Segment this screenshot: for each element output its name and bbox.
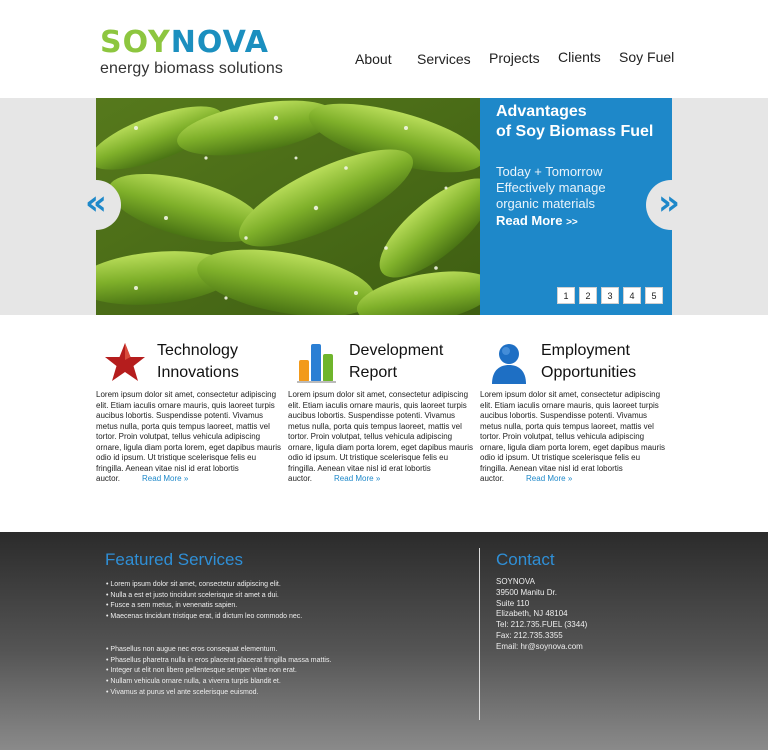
- person-icon: [486, 340, 532, 386]
- feature-title: [541, 340, 636, 384]
- bar-chart-icon: [294, 340, 340, 386]
- feature-body: [96, 390, 284, 485]
- service-item[interactable]: • Phasellus non augue nec eros consequat elementum.: [106, 645, 331, 656]
- service-item[interactable]: • Phasellus pharetra nulla in eros placerat placerat fringilla massa mattis.: [106, 656, 331, 667]
- slide-pager: [557, 287, 667, 304]
- feature-title-line1: Technology: [157, 342, 238, 359]
- main-nav: [0, 48, 768, 68]
- service-item[interactable]: • Nulla a est et justo tincidunt scelerisque sit amet a dui.: [106, 591, 302, 602]
- contact-fax: Fax: 212.735.3355: [496, 630, 563, 640]
- pager-page-5[interactable]: 5: [645, 287, 663, 304]
- contact-heading: Contact: [496, 550, 555, 569]
- hero-title-line2: of Soy Biomass Fuel: [496, 123, 654, 140]
- hero-title: [496, 102, 653, 142]
- feature-title: [349, 340, 443, 384]
- edamame-image: [96, 98, 480, 315]
- contact-info: [496, 577, 587, 653]
- slider-next-arrow-icon[interactable]: »: [646, 180, 696, 230]
- feature-body-text: Lorem ipsum dolor sit amet, consectetur adipiscing elit. Etiam iaculis ornare mauris, quis laoreet turpis aucibus lobortis. Suspendisse potenti. Vivamus metus nulla, porta quis tempus laoreet, mattis vel tortor. Proin volutpat, tellus vehicula adipiscing ornare, ligula diam porta lorem, eget dapibus mauris odio id ipsum. Ut tristique scelerisque felis eu fringilla. Aenean vitae nisl id erat lobortis auctor.: [96, 390, 281, 483]
- contact-email[interactable]: Email: hr@soynova.com: [496, 641, 583, 651]
- feature-body: [480, 390, 668, 485]
- hero-panel: [480, 98, 672, 315]
- service-item[interactable]: • Vivamus at purus vel ante scelerisque euismod.: [106, 688, 331, 699]
- logo-soy: SOY: [100, 25, 171, 60]
- nav-services[interactable]: Services: [417, 51, 471, 67]
- contact-company: SOYNOVA: [496, 577, 535, 586]
- footer-divider: [479, 548, 480, 720]
- contact-tel: Tel: 212.735.FUEL (3344): [496, 620, 588, 630]
- pager-page-2[interactable]: 2: [579, 287, 597, 304]
- contact-suite: Suite 110: [496, 598, 530, 608]
- service-item[interactable]: • Integer ut elit non libero pellentesque semper vitae non erat.: [106, 666, 331, 677]
- pager-page-3[interactable]: 3: [601, 287, 619, 304]
- nav-projects[interactable]: Projects: [489, 50, 540, 66]
- hero-read-more-label: Read More: [496, 213, 563, 228]
- site-header: [0, 0, 768, 98]
- contact-street: 39500 Manitu Dr.: [496, 587, 557, 597]
- service-item[interactable]: • Maecenas tincidunt tristique erat, id dictum leo commodo nec.: [106, 612, 302, 623]
- hero-photo-edamame: [96, 98, 480, 315]
- pager-page-1[interactable]: 1: [557, 287, 575, 304]
- hero-text: [496, 164, 606, 212]
- nav-clients[interactable]: Clients: [558, 49, 601, 65]
- feature-title-line2: Innovations: [157, 364, 239, 381]
- contact-city: Elizabeth, NJ 48104: [496, 609, 568, 619]
- feature-read-more-link[interactable]: Read More »: [526, 474, 573, 483]
- service-item[interactable]: • Lorem ipsum dolor sit amet, consectetur adipiscing elit.: [106, 580, 302, 591]
- logo-tagline: energy biomass solutions: [100, 60, 283, 77]
- slider-prev-arrow-icon[interactable]: «: [71, 180, 121, 230]
- star-icon: [102, 340, 148, 386]
- hero-text-line3: organic materials: [496, 196, 595, 211]
- feature-body-text: Lorem ipsum dolor sit amet, consectetur adipiscing elit. Etiam iaculis ornare mauris, quis laoreet turpis aucibus lobortis. Suspendisse potenti. Vivamus metus nulla, porta quis tempus laoreet, mattis vel tortor. Proin volutpat, tellus vehicula adipiscing ornare, ligula diam porta lorem, eget dapibus mauris odio id ipsum. Ut tristique scelerisque felis eu fringilla. Aenean vitae nisl id erat lobortis auctor.: [480, 390, 665, 483]
- hero-title-line1: Advantages: [496, 103, 587, 120]
- hero-text-line2: Effectively manage: [496, 180, 606, 195]
- feature-title-line1: Development: [349, 342, 444, 359]
- logo-nova: NOVA: [170, 25, 269, 60]
- hero-read-more-arrow: >>: [566, 217, 578, 228]
- feature-title: [157, 340, 239, 384]
- service-item[interactable]: • Nullam vehicula ornare nulla, a viverra turpis blandit et.: [106, 677, 331, 688]
- feature-body: [288, 390, 476, 485]
- feature-title-line2: Opportunities: [541, 364, 637, 381]
- feature-read-more-link[interactable]: Read More »: [142, 474, 189, 483]
- feature-title-line1: Employment: [541, 342, 630, 359]
- hero-read-more-link[interactable]: [496, 213, 578, 228]
- services-list-1: [106, 580, 302, 623]
- nav-soy-fuel[interactable]: Soy Fuel: [619, 49, 675, 65]
- services-list-2: [106, 645, 331, 699]
- featured-services-heading: Featured Services: [105, 550, 243, 569]
- feature-read-more-link[interactable]: Read More »: [334, 474, 381, 483]
- service-item[interactable]: • Fusce a sem metus, in venenatis sapien.: [106, 601, 302, 612]
- hero-text-line1: Today + Tomorrow: [496, 164, 603, 179]
- feature-body-text: Lorem ipsum dolor sit amet, consectetur adipiscing elit. Etiam iaculis ornare mauris, quis laoreet turpis aucibus lobortis. Suspendisse potenti. Vivamus metus nulla, porta quis tempus laoreet, mattis vel tortor. Proin volutpat, tellus vehicula adipiscing ornare, ligula diam porta lorem, eget dapibus mauris odio id ipsum. Ut tristique scelerisque felis eu fringilla. Aenean vitae nisl id erat lobortis auctor.: [288, 390, 473, 483]
- nav-about[interactable]: About: [355, 51, 392, 67]
- feature-title-line2: Report: [349, 364, 398, 381]
- pager-page-4[interactable]: 4: [623, 287, 641, 304]
